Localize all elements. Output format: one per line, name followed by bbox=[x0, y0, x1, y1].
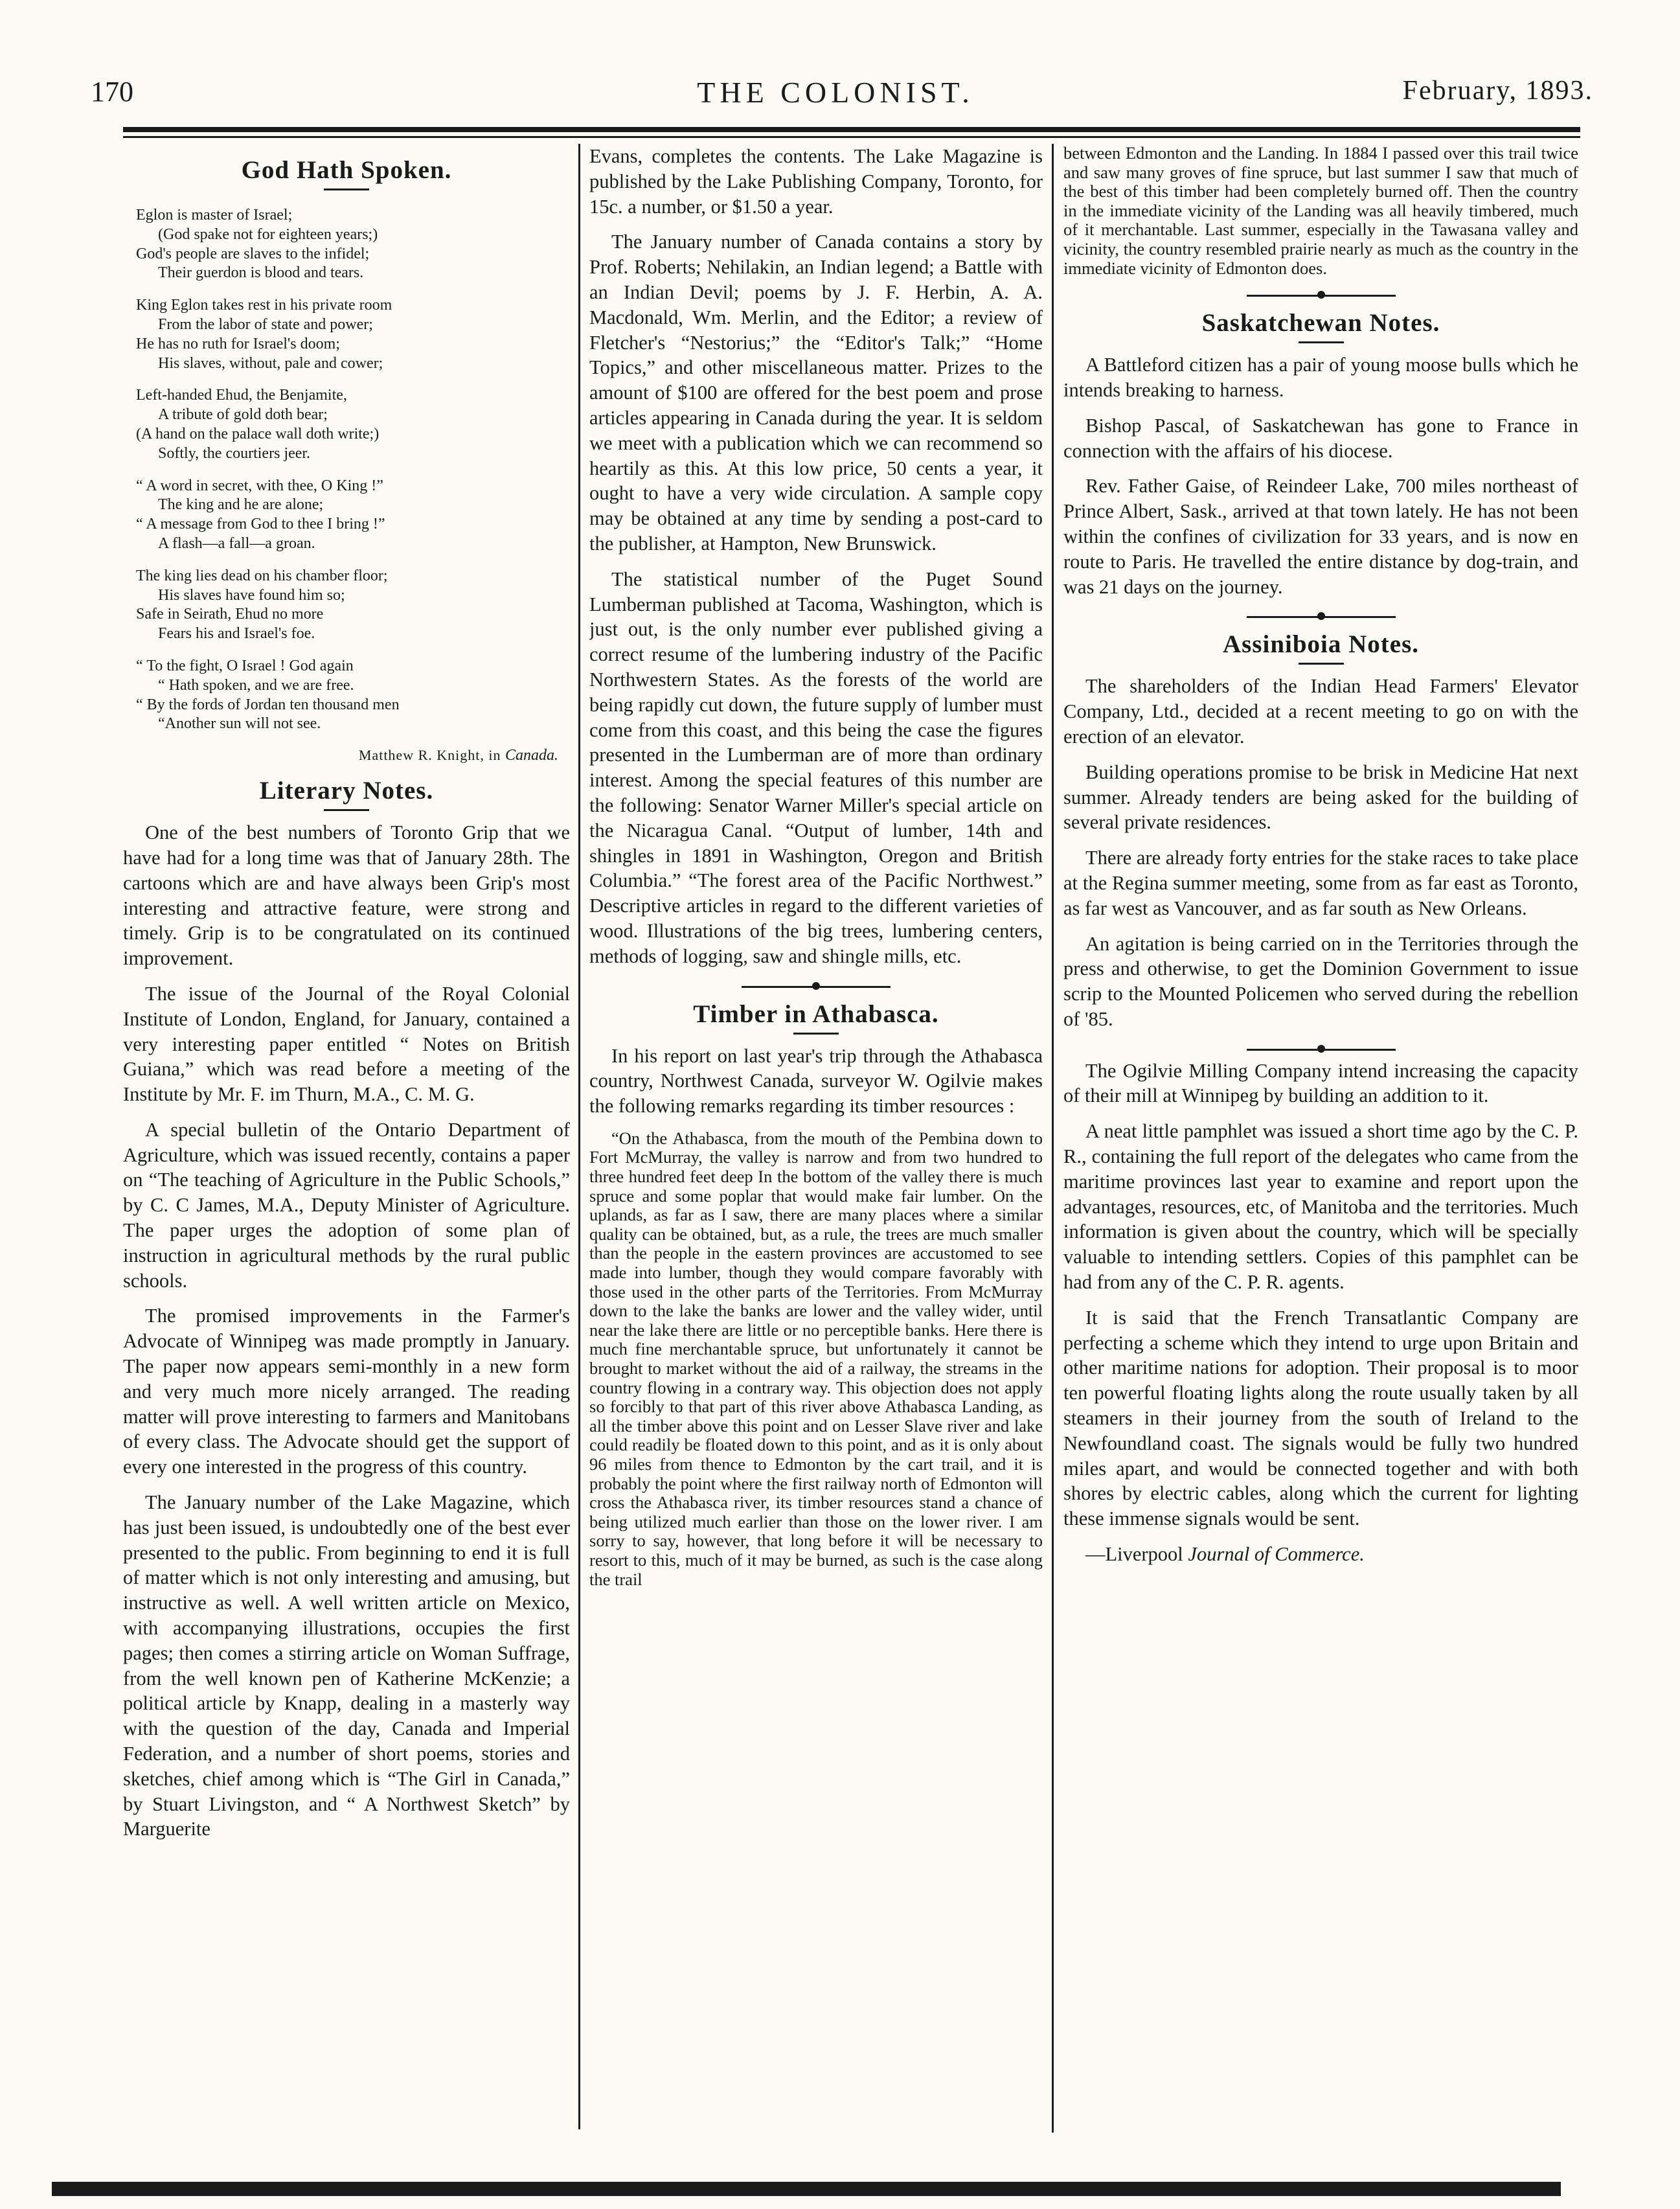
poem-line: Safe in Seirath, Ehud no more bbox=[136, 606, 324, 623]
page-header bbox=[78, 75, 1593, 114]
misc-paragraph: A neat little pamphlet was issued a short time ago by the C. P. R., containing the full report of the delegates who came from the maritime provinces last year to examine and report upon the advantages, resources, etc, of Manitoba and the territories. Much information is given about the country, which will be specially valuable to intending settlers. Copies of this pamphlet can be had from any of the C. P. R. agents. bbox=[1063, 1120, 1578, 1294]
poem-line: From the labor of state and power; bbox=[158, 315, 373, 333]
poem-line: “ Hath spoken, and we are free. bbox=[158, 676, 354, 694]
poem-line: He has no ruth for Israel's doom; bbox=[136, 335, 340, 352]
assiniboia-paragraph: Building operations promise to be brisk in Medicine Hat next summer. Already tenders are being asked for the building of several private residences. bbox=[1063, 761, 1578, 834]
issue-date: February, 1893. bbox=[1402, 76, 1593, 106]
timber-quote: “On the Athabasca, from the mouth of the Pembina down to Fort McMurray, the valley is narrow and from two hundred to three hundred feet deep In the bottom of the valley there is much spruce and some poplar that would make fair lumber. On the uplands, as far as I saw, there are many places where a similar quality can be obtained, but, as a rule, the trees are much smaller than the people in the eastern provinces are accustomed to see made into lumber, though they would compare favorably with those used in the other parts of the Territories. From McMurray down to the lake the banks are lower and the valley wider, until near the lake there are little or no perceptible banks. Here there is much fine merchantable spruce, but unfortunately it cannot be brought to market without the aid of a railway, the streams in the country flowing in a contrary way. This objection does not apply so forcibly to that part of this river above Athabasca Landing, as all the timber above this point and on Lesser Slave river and lake could readily be floated down to this point, and as it is only about 96 miles from thence to Edmonton by the cart trail, and it is probably the point where the first railway north of Edmonton will cross the Athabasca river, its timber resources stand a chance of being utilized much earlier than those on the lower river. I am sorry to say, however, that long before it will be necessary to resort to this, much of it may be burned, as such is the case along the trail bbox=[589, 1128, 1043, 1589]
poem-line: His slaves have found him so; bbox=[158, 586, 345, 604]
bottom-rule bbox=[52, 2182, 1561, 2196]
assiniboia-paragraph: The shareholders of the Indian Head Farmers' Elevator Company, Ltd., decided at a recent meeting to go on with the erection of an elevator. bbox=[1063, 675, 1578, 748]
poem-line: (God spake not for eighteen years;) bbox=[158, 225, 378, 243]
saskatchewan-paragraph: Bishop Pascal, of Saskatchewan has gone to France in connection with the affairs of his diocese. bbox=[1063, 414, 1578, 462]
literary-notes-title: Literary Notes. bbox=[259, 777, 434, 805]
poem-stanza bbox=[136, 567, 570, 644]
title-rule bbox=[324, 809, 369, 811]
poem bbox=[136, 206, 570, 734]
section-divider bbox=[1247, 295, 1396, 297]
poem-source: Canada. bbox=[505, 747, 558, 764]
timber-continuation: between Edmonton and the Landing. In 1884 I passed over this trail twice and saw many groves of fine spruce, but last summer I saw that much of the best of this timber had been completely burned off. Then the country in the immediate vicinity of the Landing was all heavily timbered, much of it merchantable. Last summer, especially in the Tawasana valley and vicinity, the country resembled prairie nearly as much as the country in the immediate vicinity of Edmonton does. bbox=[1063, 144, 1578, 278]
assiniboia-paragraph: An agitation is being carried on in the Territories through the press and otherwise, to get the Dominion Government to issue scrip to the Mounted Policemen who served during the rebellion of '85. bbox=[1063, 932, 1578, 1030]
misc-paragraph: The Ogilvie Milling Company intend increasing the capacity of their mill at Winnipeg by building an addition to it. bbox=[1063, 1059, 1578, 1107]
saskatchewan-paragraph: A Battleford citizen has a pair of young moose bulls which he intends breaking to harness. bbox=[1063, 354, 1578, 401]
literary-paragraph: A special bulletin of the Ontario Department of Agriculture, which was issued recently, contains a paper on “The teaching of Agriculture in the Public Schools,” by C. C James, M.A., Deputy Minister of Agriculture. The paper urges the adoption of some plan of instruction in agricultural methods by the rural public schools. bbox=[123, 1118, 570, 1292]
poem-line: The king and he are alone; bbox=[158, 496, 324, 514]
page-number: 170 bbox=[91, 76, 133, 108]
poem-line: “ A message from God to thee I bring !” bbox=[136, 516, 385, 533]
section-divider bbox=[742, 986, 891, 988]
saskatchewan-paragraph: Rev. Father Gaise, of Reindeer Lake, 700 miles northeast of Prince Albert, Sask., arrived at that town lately. He has not been within the confines of civilization for 33 years, and is now en route to Paris. He travelled the entire distance by dog-train, and was 21 days on the journey. bbox=[1063, 475, 1578, 598]
masthead-title: THE COLONIST. bbox=[697, 76, 974, 109]
timber-title: Timber in Athabasca. bbox=[693, 1000, 939, 1028]
attribution-source: Journal of Commerce. bbox=[1188, 1543, 1365, 1566]
poem-title: God Hath Spoken. bbox=[241, 156, 452, 184]
saskatchewan-title: Saskatchewan Notes. bbox=[1201, 309, 1440, 338]
literary-paragraph: One of the best numbers of Toronto Grip that we have had for a long time was that of January 28th. The cartoons which are and have always been Grip's most interesting and attractive feature, were strong and timely. Grip is to be congratulated on its continued improvement. bbox=[123, 821, 570, 970]
header-rule-thick bbox=[123, 127, 1580, 132]
poem-line: “ By the fords of Jordan ten thousand men bbox=[136, 696, 400, 713]
poem-stanza bbox=[136, 477, 570, 554]
poem-credit bbox=[123, 747, 558, 764]
title-rule bbox=[793, 1033, 839, 1035]
poem-line: A tribute of gold doth bear; bbox=[158, 406, 328, 424]
column-2 bbox=[589, 144, 1043, 1597]
column-divider-1 bbox=[578, 144, 580, 2129]
column-divider-2 bbox=[1052, 144, 1054, 2133]
header-rule-thin bbox=[123, 136, 1580, 138]
literary-paragraph: The January number of the Lake Magazine, which has just been issued, is undoubtedly one of the best ever presented to the public. From beginning to end it is full of matter which is not only interesting and amusing, but instructive as well. A well written article on Mexico, with accompanying illustrations, occupies the first pages; then comes a stirring article on Woman Suffrage, from the well known pen of Katherine McKenzie; a political article by Knapp, dealing in a masterly way with the question of the day, Canada and Imperial Federation, and a number of short poems, stories and sketches, chief among which is “The Girl in Canada,” by Stuart Livingston, and “ A Northwest Sketch” by Marguerite bbox=[123, 1491, 570, 1840]
timber-intro: In his report on last year's trip through the Athabasca country, Northwest Canada, surveyor W. Ogilvie makes the following remarks regarding its timber resources : bbox=[589, 1044, 1043, 1117]
column-3 bbox=[1063, 144, 1578, 1577]
poem-line: God's people are slaves to the infidel; bbox=[136, 245, 370, 262]
misc-paragraph: It is said that the French Transatlantic Company are perfecting a scheme which they intend to urge upon Britain and other maritime nations for adoption. Their proposal is to moor ten powerful floating lights along the route usually taken by all steamers in their journey from the south of Ireland to the Newfoundland coast. The signals would be fully two hundred miles apart, and would be connected together and with both shores by electric cables, along which the current for lighting these immense signals would be sent. bbox=[1063, 1306, 1578, 1530]
column-1 bbox=[123, 144, 570, 1852]
section-divider bbox=[1247, 616, 1396, 618]
poem-stanza bbox=[136, 206, 570, 283]
poem-line: “ A word in secret, with thee, O King !” bbox=[136, 477, 383, 494]
title-rule bbox=[1299, 663, 1344, 665]
poem-line: King Eglon takes rest in his private room bbox=[136, 297, 392, 314]
poem-line: Left-handed Ehud, the Benjamite, bbox=[136, 387, 347, 404]
poem-line: Their guerdon is blood and tears. bbox=[158, 264, 364, 282]
poem-line: (A hand on the palace wall doth write;) bbox=[136, 425, 380, 442]
literary-continuation: Evans, completes the contents. The Lake Magazine is published by the Lake Publishing Company, Toronto, for 15c. a number, or $1.50 a year. bbox=[589, 145, 1043, 218]
poem-line: Eglon is master of Israel; bbox=[136, 207, 293, 223]
title-rule bbox=[324, 189, 369, 190]
poem-line: “ To the fight, O Israel ! God again bbox=[136, 657, 354, 674]
title-rule bbox=[1299, 341, 1344, 343]
literary-paragraph: The issue of the Journal of the Royal Colonial Institute of London, England, for January, contained a very interesting paper entitled “ Notes on British Guiana,” which was read before a meeting of the Institute by Mr. F. im Thurn, M.A., C. M. G. bbox=[123, 982, 570, 1106]
poem-line: The king lies dead on his chamber floor; bbox=[136, 567, 388, 584]
poem-line: “Another sun will not see. bbox=[158, 715, 321, 733]
literary-paragraph: The statistical number of the Puget Sound Lumberman published at Tacoma, Washington, which is just out, is the only number ever published giving a correct resume of the lumbering industry of the Pacific Northwestern States. As the forests of the world are being rapidly cut down, the future supply of lumber must come from this coast, and this being the case the figures presented in the Lumberman are of more than ordinary interest. Among the special features of this number are the following: Senator Warner Miller's special article on the Nicaragua Canal. “Output of lumber, 14th and shingles in 1891 in Washington, Oregon and British Columbia.” “The forest area of the Pacific Northwest.” Descriptive articles in regard to the different varieties of wood. Illustrations of the big trees, lumbering centers, methods of logging, saw and shingle mills, etc. bbox=[589, 567, 1043, 967]
poem-stanza bbox=[136, 386, 570, 463]
misc-attribution bbox=[1063, 1542, 1578, 1567]
section-divider bbox=[1247, 1049, 1396, 1051]
poem-line: A flash—a fall—a groan. bbox=[158, 534, 315, 552]
literary-paragraph: The promised improvements in the Farmer's Advocate of Winnipeg was made promptly in January. The paper now appears semi-monthly in a new form and very much more nicely arranged. The reading matter will prove interesting to farmers and Manitobans of every class. The Advocate should get the support of every one interested in the progress of this country. bbox=[123, 1305, 570, 1478]
literary-paragraph: The January number of Canada contains a story by Prof. Roberts; Nehilakin, an Indian legend; a Battle with an Indian Devil; poems by J. F. Herbin, A. A. Macdonald, Wm. Merlin, and the Editor; a review of Fletcher's “Nestorius;” the “Editor's Talk;” “Home Topics,” and other miscellaneous matter. Prizes to the amount of $100 are offered for the best poem and prose articles appearing in Canada during the year. It is seldom we meet with a publication which we can recommend so heartily as this. At this low price, 50 cents a year, it ought to have a very wide circulation. A sample copy may be obtained at any time by sending a post-card to the publisher, at Hampton, New Brunswick. bbox=[589, 231, 1043, 555]
assiniboia-paragraph: There are already forty entries for the stake races to take place at the Regina summer meeting, some from as far east as Toronto, as far west as Vancouver, and as far south as New Orleans. bbox=[1063, 847, 1578, 919]
poem-stanza bbox=[136, 296, 570, 373]
poem-stanza bbox=[136, 657, 570, 734]
assiniboia-title: Assiniboia Notes. bbox=[1222, 630, 1420, 659]
attribution-prefix: —Liverpool bbox=[1085, 1543, 1183, 1566]
poem-line: Softly, the courtiers jeer. bbox=[158, 444, 311, 462]
poem-author: Matthew R. Knight, in bbox=[358, 747, 501, 764]
poem-line: Fears his and Israel's foe. bbox=[158, 625, 315, 643]
poem-line: His slaves, without, pale and cower; bbox=[158, 354, 383, 372]
